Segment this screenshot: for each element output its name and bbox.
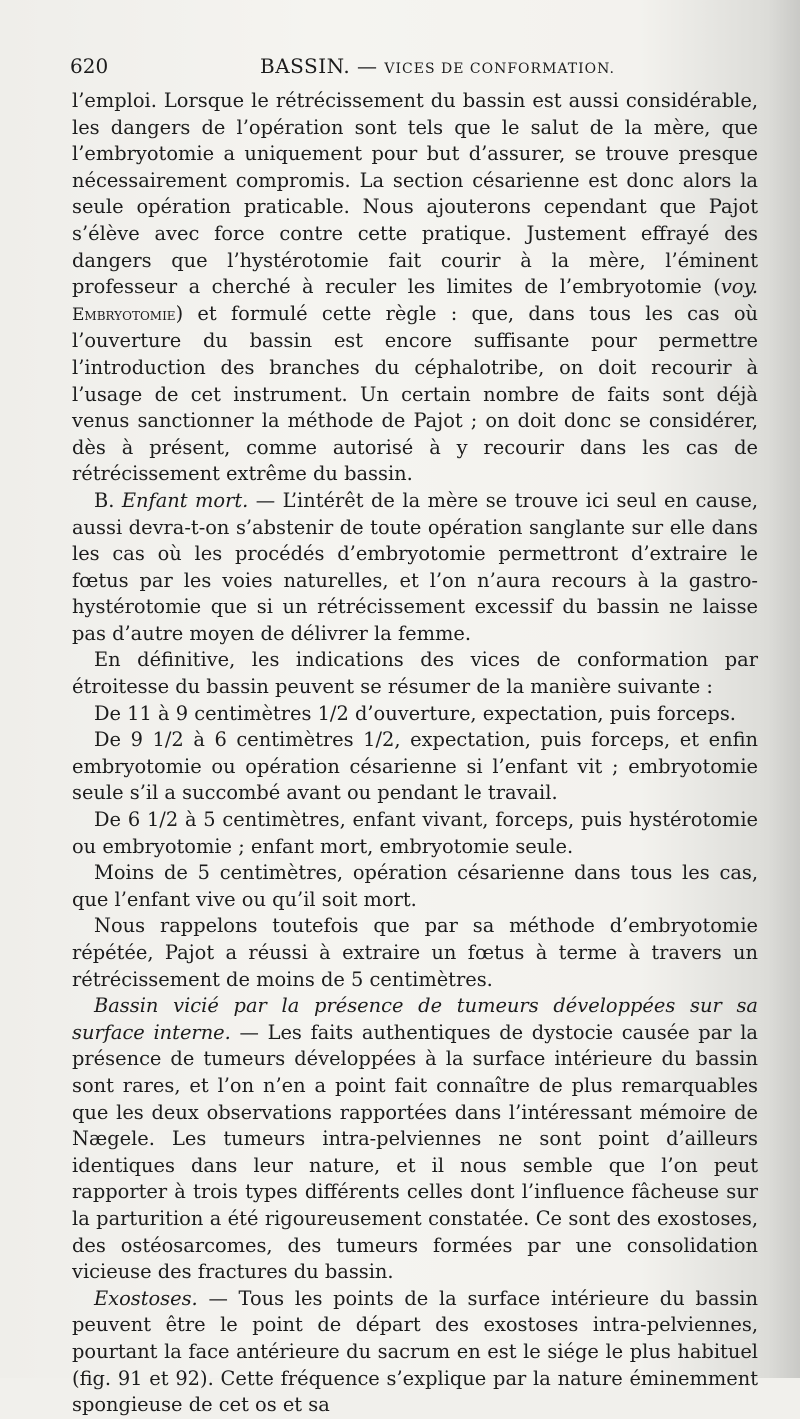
p1-crossref: Embryotomie <box>72 304 176 325</box>
p9-text: — Les faits authentiques de dystocie causée par la présence de tumeurs développées à la surface intérieure du bassin sont rares, et l’on n’en a point fait connaître de plus remarquables que les deux observations rapportées dans l’intéressant mémoire de Nægele. Les tumeurs intra-pelviennes ne sont point d’ailleurs identiques dans leur nature, et il nous semble que l’on peut rapporter à trois types différents celles dont l’influence fâcheuse sur la parturition a été rigoureusement constatée. Ce sont des exostoses, des ostéosarcomes, des tumeurs formées par une consolidation vicieuse des fractures du bassin. <box>72 1020 758 1284</box>
p10-text: — Tous les points de la surface intérieure du bassin peuvent être le point de départ des exostoses intra-pelviennes, pourtant la face antérieure du sacrum en est le siége le plus habituel (fig. 91 et 92). Cette fréquence s’explique par la nature éminemment spongieuse de cet os et sa <box>72 1286 758 1417</box>
p10-title: Exostoses. <box>94 1286 198 1310</box>
running-title <box>260 54 615 78</box>
paragraph-3: En définitive, les indications des vices de conformation par étroitesse du bassin peuvent se résumer de la manière suivante : <box>72 648 758 699</box>
paragraph-1 <box>72 88 758 488</box>
paragraph-5: De 9 1/2 à 6 centimètres 1/2, expectation, puis forceps, et enfin embryotomie ou opération césarienne si l’enfant vit ; embryotomie seule s’il a succombé avant ou pendant le travail. <box>72 728 758 805</box>
running-title-dash: — <box>350 54 385 78</box>
paragraph-2 <box>72 488 758 648</box>
p1-text: l’emploi. Lorsque le rétrécissement du bassin est aussi considérable, les dangers de l’opération sont tels que le salut de la mère, que l’embryotomie a uniquement pour but d’assurer, se trouve presque nécessairement compromis. La section césarienne est donc alors la seule opération praticable. Nous ajouterons cependant que Pajot s’élève avec force contre cette pratique. Justement effrayé des dangers que l’hystérotomie fait courir à la mère, l’éminent professeur a cherché à reculer les limites de l’embryotomie ( <box>72 89 758 299</box>
running-title-main: BASSIN. <box>260 54 351 78</box>
paragraph-9 <box>72 993 758 1286</box>
paragraph-8: Nous rappelons toutefois que par sa méthode d’embryotomie répétée, Pajot a réussi à extraire un fœtus à terme à travers un rétrécissement de moins de 5 centimètres. <box>72 914 758 991</box>
p2-label: B. <box>94 488 115 512</box>
p2-text: — L’intérêt de la mère se trouve ici seul en cause, aussi devra-t-on s’abstenir de toute opération sanglante sur elle dans les cas où les procédés d’embryotomie permettront d’extraire le fœtus par les voies naturelles, et l’on n’aura recours à la gastro-hystérotomie que si un rétrécissement excessif du bassin ne laisse pas d’autre moyen de délivrer la femme. <box>72 488 758 645</box>
paragraph-6: De 6 1/2 à 5 centimètres, enfant vivant, forceps, puis hystérotomie ou embryotomie ; enfant mort, embryotomie seule. <box>72 808 758 858</box>
page-body <box>72 88 758 1419</box>
paragraph-4: De 11 à 9 centimètres 1/2 d’ouverture, expectation, puis forceps. <box>94 701 736 725</box>
paragraph-10 <box>72 1286 758 1419</box>
p9-title: Bassin vicié par la présence de tumeurs développées sur sa surface interne. <box>72 994 758 1044</box>
paragraph-7: Moins de 5 centimètres, opération césarienne dans tous les cas, que l’enfant vive ou qu’il soit mort. <box>72 861 758 911</box>
page-number: 620 <box>70 54 109 78</box>
p2-title: Enfant mort. <box>121 488 249 512</box>
running-title-sub: VICES DE CONFORMATION. <box>384 61 615 77</box>
p1-voy: voy. <box>720 275 758 299</box>
p1-rest: ) et formulé cette règle : que, dans tous les cas où l’ouverture du bassin est encore suffisante pour permettre l’introduction des branches du céphalotribe, on doit recourir à l’usage de cet instrument. Un certain nombre de faits sont déjà venus sanctionner la méthode de Pajot ; on doit donc se considérer, dès à présent, comme autorisé à y recourir dans les cas de rétrécissement extrême du bassin. <box>72 301 758 486</box>
running-header <box>70 54 760 84</box>
